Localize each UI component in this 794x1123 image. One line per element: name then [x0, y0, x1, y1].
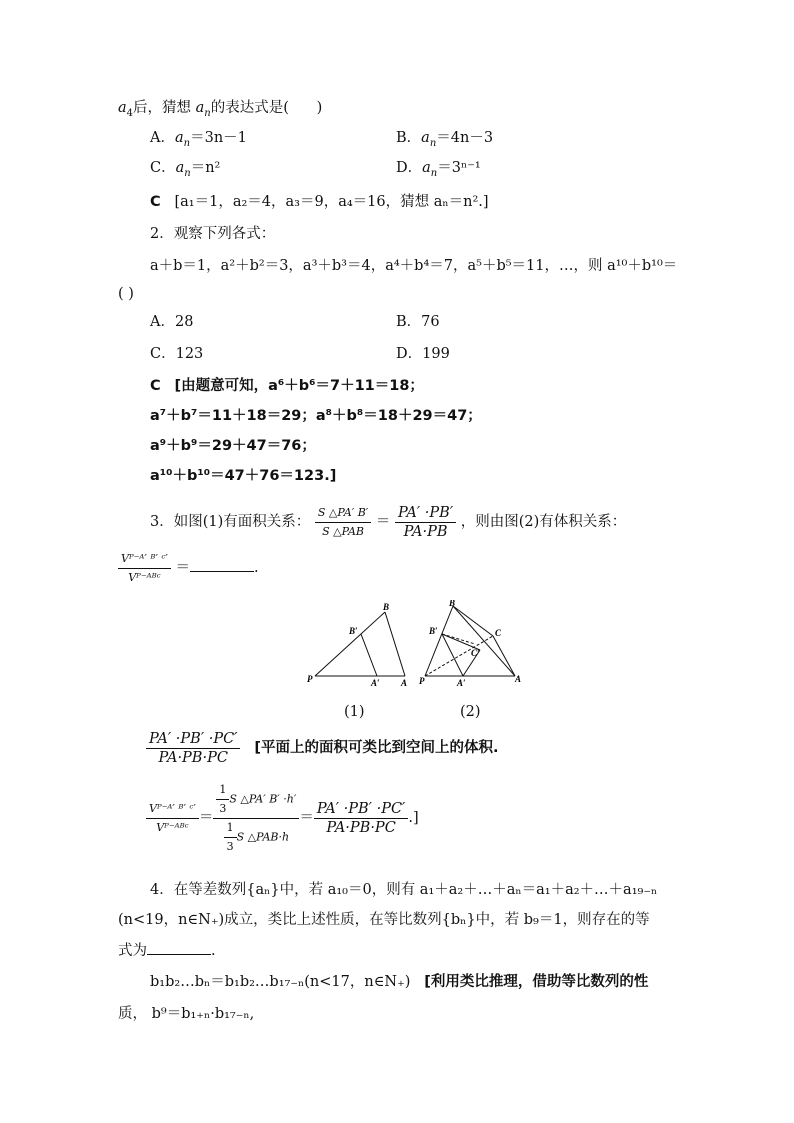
q1-option-d[interactable]: D．$a_n=3^{n-1}$: [396, 160, 481, 179]
answer-blank[interactable]: [190, 557, 254, 572]
fig2-label-p: P: [419, 676, 425, 686]
answer-blank[interactable]: [147, 940, 211, 955]
q2-option-d[interactable]: D．199: [396, 346, 450, 362]
length-ratio-fraction: $\frac{PA' \cdot PB'}{PA\cdot PB}$: [395, 504, 456, 541]
q3-volume-question: $\frac{\text{Vᴾ⁻ᴬ′ ᴮ′ ᶜ′}}{\text{Vᴾ⁻ᴬᴮᶜ}}$ ＝ .: [118, 546, 259, 590]
q4-line2: (n<19，n∈N₊)成立，类比上述性质，在等比数列{bₙ}中，若 b₉＝1，则存在的等: [118, 912, 650, 928]
answer-letter: C: [150, 378, 161, 394]
q2-answer-line4: a¹⁰＋b¹⁰＝47＋76＝123.]: [150, 468, 337, 484]
figure-1-caption: (1): [344, 704, 365, 720]
q2-line1: a＋b＝1，a²＋b²＝3，a³＋b³＝4，a⁴＋b⁴＝7，a⁵＋b⁵＝11，…，则 a¹⁰＋b¹⁰＝: [150, 258, 678, 274]
q4-line1: 4．在等差数列{aₙ}中，若 a₁₀＝0，则有 a₁＋a₂＋…＋aₙ＝a₁＋a₂＋…＋a₁₉₋ₙ: [150, 882, 658, 898]
fig1-label-p: P: [307, 674, 313, 684]
q2-answer-line3: a⁹＋b⁹＝29＋47＝76；: [150, 438, 316, 454]
answer-letter: C: [150, 194, 161, 210]
volume-formula-fraction: $\frac{1}{3}$ S △PA′ B′ ·h′ $\frac{1}{3}$ S △PAB·h: [213, 781, 299, 856]
q3-answer-line1: $\frac{PA' \cdot PB' \cdot PC'}{PA\cdot PB\cdot PC}$ [平面上的面积可类比到空间上的体积.: [146, 726, 498, 770]
answer-fraction: $\frac{PA' \cdot PB' \cdot PC'}{PA\cdot PB\cdot PC}$: [146, 730, 240, 767]
area-ratio-fraction: $\frac{S \triangle PA' B'}{\text{S △PAB}}$: [315, 504, 371, 541]
figure-2-tetrahedron: [425, 606, 515, 676]
figure-1-triangle: [315, 612, 405, 676]
q2-title: 2．观察下列各式：: [150, 226, 276, 242]
fig1-label-b: B: [383, 602, 390, 612]
q2-line2: ( ): [118, 286, 134, 302]
q4-answer-line1: b₁b₂…bₙ＝b₁b₂…b₁₇₋ₙ(n<17，n∈N₊) [利用类比推理，借助等比数列的性: [150, 974, 649, 990]
q2-answer-line2: a⁷＋b⁷＝11＋18＝29；a⁸＋b⁸＝18＋29＝47；: [150, 408, 482, 424]
q1-stem: $a_4$后，猜想 $a_n$的表达式是( ): [118, 100, 323, 119]
q2-option-c[interactable]: C．123: [150, 346, 204, 362]
fig2-label-c-prime: C′: [471, 648, 480, 658]
fig1-label-a-prime: A′: [371, 678, 380, 688]
one-third-top: $\frac{1}{3}$: [216, 781, 229, 818]
q1-answer: C [a₁＝1，a₂＝4，a₃＝9，a₄＝16，猜想 aₙ＝n².]: [150, 194, 489, 210]
q3-intro: 3．如图(1)有面积关系： $\frac{S \triangle PA' B'}{\text{S △PAB}}$ ＝ $\frac{PA' \cdot PB'}{PA\cdot PB}$ ，则由图(2)有体积关系：: [150, 504, 627, 540]
figure-2-caption: (2): [460, 704, 481, 720]
volume-ratio-fraction: $\frac{\text{Vᴾ⁻ᴬ′ ᴮ′ ᶜ′}}{\text{Vᴾ⁻ᴬᴮᶜ}}$: [118, 550, 171, 587]
fig2-label-b-prime: B′: [429, 626, 438, 636]
q2-option-b[interactable]: B．76: [396, 314, 440, 330]
fig1-label-a: A: [401, 678, 408, 688]
one-third-bottom: $\frac{1}{3}$: [224, 819, 237, 856]
q4-answer-line2: 质， b⁹＝b₁₊ₙ·b₁₇₋ₙ,: [118, 1006, 255, 1022]
q1-option-c[interactable]: C．$a_n=n^2$: [150, 160, 221, 179]
fig1-label-b-prime: B′: [349, 626, 358, 636]
q2-answer-line1: C [由题意可知，a⁶＋b⁶＝7＋11＝18；: [150, 378, 424, 394]
q4-line3: 式为 .: [118, 940, 216, 961]
volume-ratio-fraction-2: $\frac{\text{Vᴾ⁻ᴬ′ ᴮ′ ᶜ′}}{\text{Vᴾ⁻ᴬᴮᶜ}}$: [146, 800, 199, 837]
fig2-label-b: B: [449, 600, 456, 608]
q1-option-b[interactable]: B．$a_n=4n-3$: [396, 130, 494, 149]
fig2-label-a-prime: A′: [457, 678, 466, 688]
q3-answer-derivation: $\frac{\text{Vᴾ⁻ᴬ′ ᴮ′ ᶜ′}}{\text{Vᴾ⁻ᴬᴮᶜ}}$ ＝ $\frac{1}{3}$ S △PA′ B′ ·h′ $\frac{1}{3}$ S △PAB·h ＝ $\frac{PA' \cdot PB' \cdot PC'}{PA\cdot PB\cdot PC}$ .]: [146, 778, 419, 858]
result-fraction: $\frac{PA' \cdot PB' \cdot PC'}{PA\cdot PB\cdot PC}$: [314, 800, 408, 837]
q2-option-a[interactable]: A．28: [150, 314, 194, 330]
geometry-figures: [305, 600, 545, 690]
q1-option-a[interactable]: A．$a_n=3n-1$: [150, 130, 247, 149]
fig2-label-c: C: [495, 628, 502, 638]
fig2-label-a: A: [515, 674, 522, 684]
